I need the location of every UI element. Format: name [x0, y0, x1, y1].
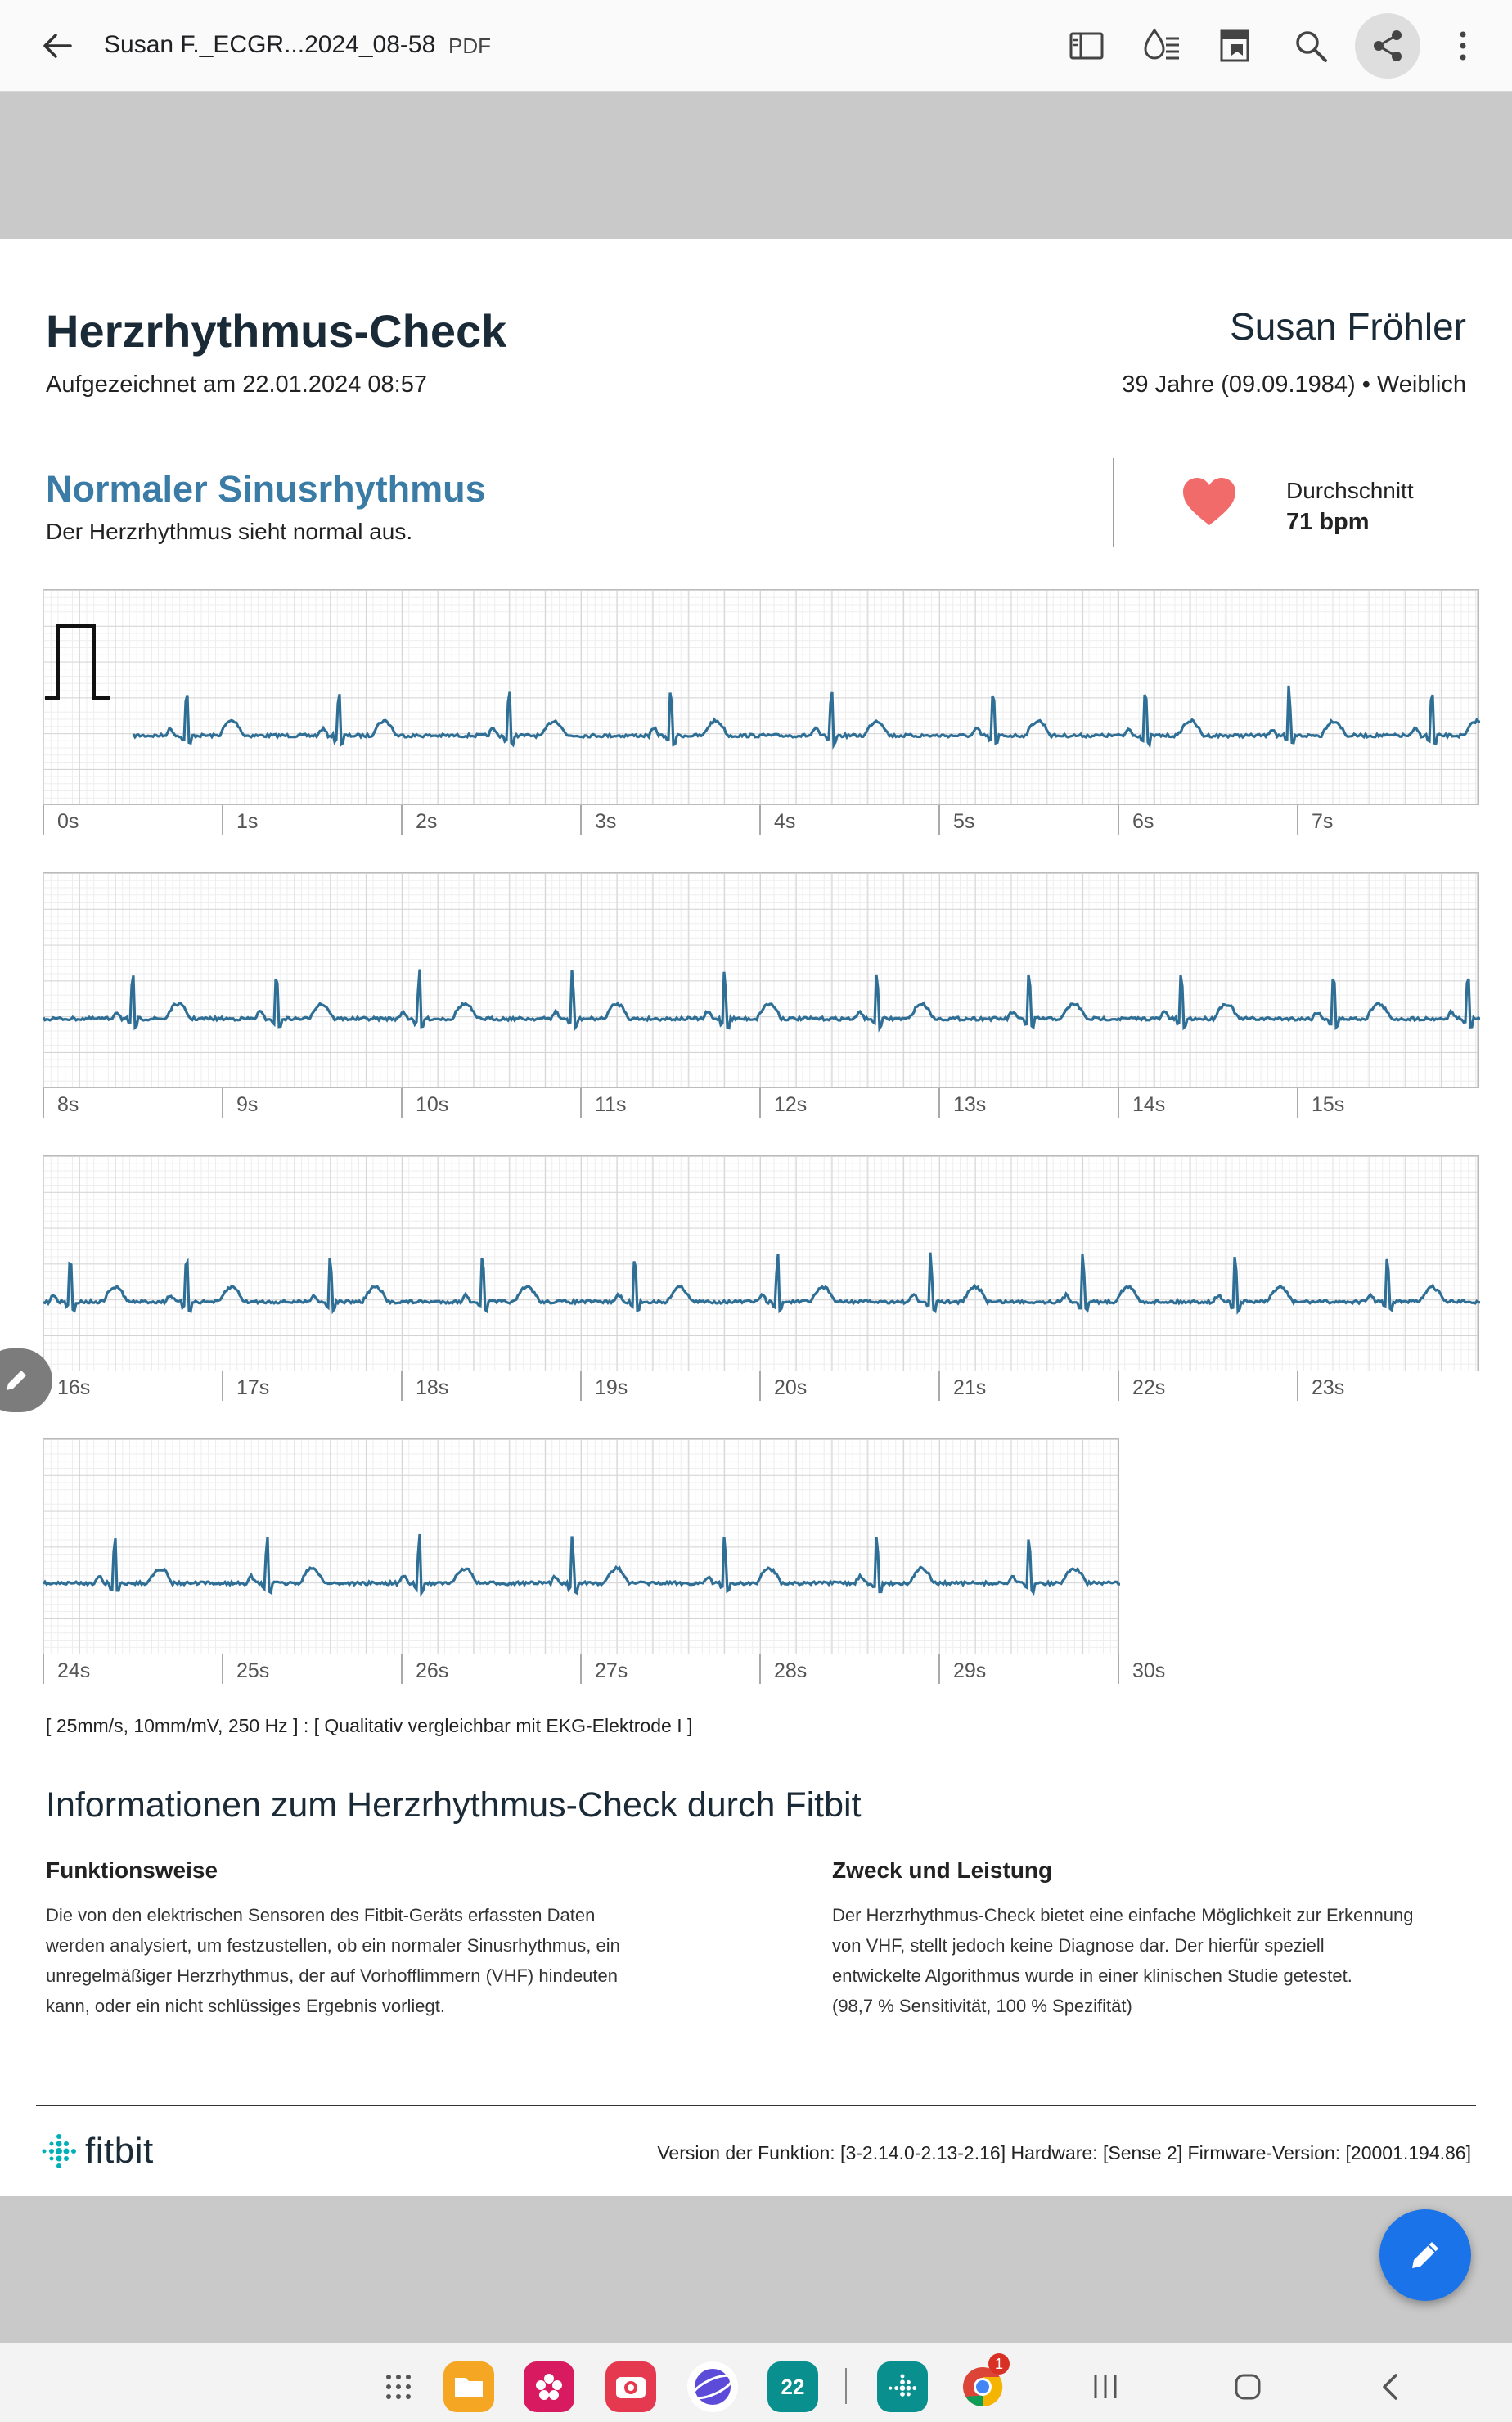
function-line: kann, oder ein nicht schlüssiges Ergebnis vorliegt.	[46, 1996, 445, 2016]
average-label: Durchschnitt	[1286, 478, 1414, 503]
time-tick-label: 19s	[580, 1371, 628, 1401]
time-tick-label: 21s	[938, 1371, 986, 1401]
document-title: Susan F._ECGR...2024_08-58	[104, 31, 436, 58]
ecg-trace-2	[43, 873, 1480, 1089]
time-tick-label: 11s	[580, 1088, 626, 1118]
time-tick-label: 17s	[222, 1371, 269, 1401]
time-tick-label: 22s	[1118, 1371, 1165, 1401]
ecg-trace-line	[133, 686, 1480, 745]
internet-app-icon[interactable]	[687, 2361, 738, 2412]
time-tick-label: 28s	[759, 1654, 807, 1684]
time-tick-label: 6s	[1118, 805, 1154, 835]
ecg-scale-note: [ 25mm/s, 10mm/mV, 250 Hz ] : [ Qualitativ vergleichbar mit EKG-Elektrode I ]	[46, 1715, 693, 1736]
screen-recorder-app-icon[interactable]	[605, 2361, 656, 2412]
search-icon[interactable]	[1289, 25, 1332, 67]
time-tick-label: 23s	[1297, 1371, 1344, 1401]
result-divider	[1113, 458, 1114, 547]
info-title: Informationen zum Herzrhythmus-Check durch Fitbit	[46, 1785, 862, 1825]
purpose-line: (98,7 % Sensitivität, 100 % Spezifität)	[832, 1996, 1132, 2016]
pencil-icon	[0, 1364, 33, 1397]
back-arrow-icon[interactable]	[39, 28, 75, 64]
time-tick-label: 15s	[1297, 1088, 1344, 1118]
time-tick-label: 24s	[43, 1654, 90, 1684]
ecg-strip-4	[43, 1438, 1119, 1654]
system-navbar	[0, 2343, 1512, 2422]
apps-grid-icon[interactable]	[373, 2361, 424, 2412]
patient-info: 39 Jahre (09.09.1984) • Weiblich	[1122, 371, 1466, 398]
share-icon[interactable]	[1355, 13, 1420, 79]
recents-button[interactable]	[1080, 2361, 1131, 2412]
function-line: Die von den elektrischen Sensoren des Fitbit-Geräts erfassten Daten	[46, 1905, 596, 1925]
calendar-day: 22	[781, 2374, 805, 2399]
ecg-trace-line	[43, 1253, 1480, 1312]
ecg-strip-3	[43, 1155, 1479, 1371]
chrome-badge: 1	[988, 2353, 1010, 2375]
sidebar-icon[interactable]	[1065, 25, 1108, 67]
more-icon[interactable]	[1442, 25, 1484, 67]
time-tick-label: 25s	[222, 1654, 269, 1684]
ecg-strip-1	[43, 589, 1479, 805]
time-tick-label: 30s	[1118, 1654, 1165, 1684]
top-app-bar	[0, 0, 1512, 92]
time-tick-label: 10s	[401, 1088, 448, 1118]
edit-fab-button[interactable]	[1379, 2209, 1471, 2301]
home-button[interactable]	[1222, 2361, 1273, 2412]
time-tick-label: 7s	[1297, 805, 1333, 835]
ecg-trace-line	[43, 1534, 1120, 1593]
chrome-app-icon[interactable]	[957, 2356, 1008, 2412]
purpose-line: von VHF, stellt jedoch keine Diagnose dar. Der hierfür speziell	[832, 1935, 1325, 1956]
fitbit-logo	[41, 2131, 154, 2172]
average-bpm: 71 bpm	[1286, 509, 1370, 535]
time-tick-label: 1s	[222, 805, 258, 835]
time-tick-label: 26s	[401, 1654, 448, 1684]
time-tick-label: 29s	[938, 1654, 986, 1684]
recorded-date: Aufgezeichnet am 22.01.2024 08:57	[46, 371, 427, 398]
files-app-icon[interactable]	[443, 2361, 494, 2412]
time-tick-label: 3s	[580, 805, 616, 835]
calendar-app-icon[interactable]	[767, 2361, 818, 2412]
purpose-title: Zweck und Leistung	[832, 1857, 1053, 1883]
function-text	[46, 1900, 700, 2021]
purpose-line: entwickelte Algorithmus wurde in einer klinischen Studie getestet.	[832, 1965, 1352, 1986]
time-tick-label: 20s	[759, 1371, 807, 1401]
result-title: Normaler Sinusrhythmus	[46, 468, 486, 510]
result-subtitle: Der Herzrhythmus sieht normal aus.	[46, 519, 413, 544]
time-tick-label: 14s	[1118, 1088, 1165, 1118]
dock-separator	[845, 2368, 847, 2404]
ecg-strip-2	[43, 872, 1479, 1088]
function-title: Funktionsweise	[46, 1857, 218, 1883]
time-tick-label: 9s	[222, 1088, 258, 1118]
function-line: werden analysiert, um festzustellen, ob ein normaler Sinusrhythmus, ein	[46, 1935, 620, 1956]
footer-divider	[36, 2105, 1476, 2106]
time-tick-label: 0s	[43, 805, 79, 835]
ecg-trace-line	[43, 970, 1480, 1029]
time-tick-label: 27s	[580, 1654, 628, 1684]
fitbit-dots-icon	[41, 2133, 77, 2169]
time-tick-label: 2s	[401, 805, 437, 835]
heart-icon	[1181, 476, 1237, 529]
pencil-icon	[1406, 2235, 1445, 2275]
bookmark-icon[interactable]	[1213, 25, 1256, 67]
time-tick-label: 18s	[401, 1371, 448, 1401]
time-tick-label: 12s	[759, 1088, 807, 1118]
ecg-trace-3	[43, 1156, 1480, 1372]
gallery-app-icon[interactable]	[524, 2361, 574, 2412]
purpose-line: Der Herzrhythmus-Check bietet eine einfache Möglichkeit zur Erkennung	[832, 1905, 1414, 1925]
time-tick-label: 16s	[43, 1371, 90, 1401]
calibration-pulse	[45, 626, 110, 698]
time-tick-label: 8s	[43, 1088, 79, 1118]
reading-mode-icon[interactable]	[1141, 25, 1183, 67]
ecg-trace-4	[43, 1439, 1120, 1655]
document-type: PDF	[448, 34, 491, 58]
version-info: Version der Funktion: [3-2.14.0-2.13-2.16] Hardware: [Sense 2] Firmware-Version: [20001.194.86]	[657, 2142, 1471, 2163]
function-line: unregelmäßiger Herzrhythmus, der auf Vorhofflimmern (VHF) hindeuten	[46, 1965, 619, 1986]
time-tick-label: 4s	[759, 805, 795, 835]
fitbit-wordmark: fitbit	[85, 2131, 154, 2171]
time-tick-label: 13s	[938, 1088, 986, 1118]
ecg-trace-1	[43, 590, 1480, 806]
fitbit-app-icon[interactable]	[877, 2361, 928, 2412]
report-title: Herzrhythmus-Check	[46, 305, 507, 357]
pdf-page	[0, 239, 1512, 2196]
purpose-text	[832, 1900, 1487, 2021]
time-tick-label: 5s	[938, 805, 974, 835]
patient-name: Susan Fröhler	[1230, 305, 1466, 348]
back-button[interactable]	[1365, 2361, 1415, 2412]
